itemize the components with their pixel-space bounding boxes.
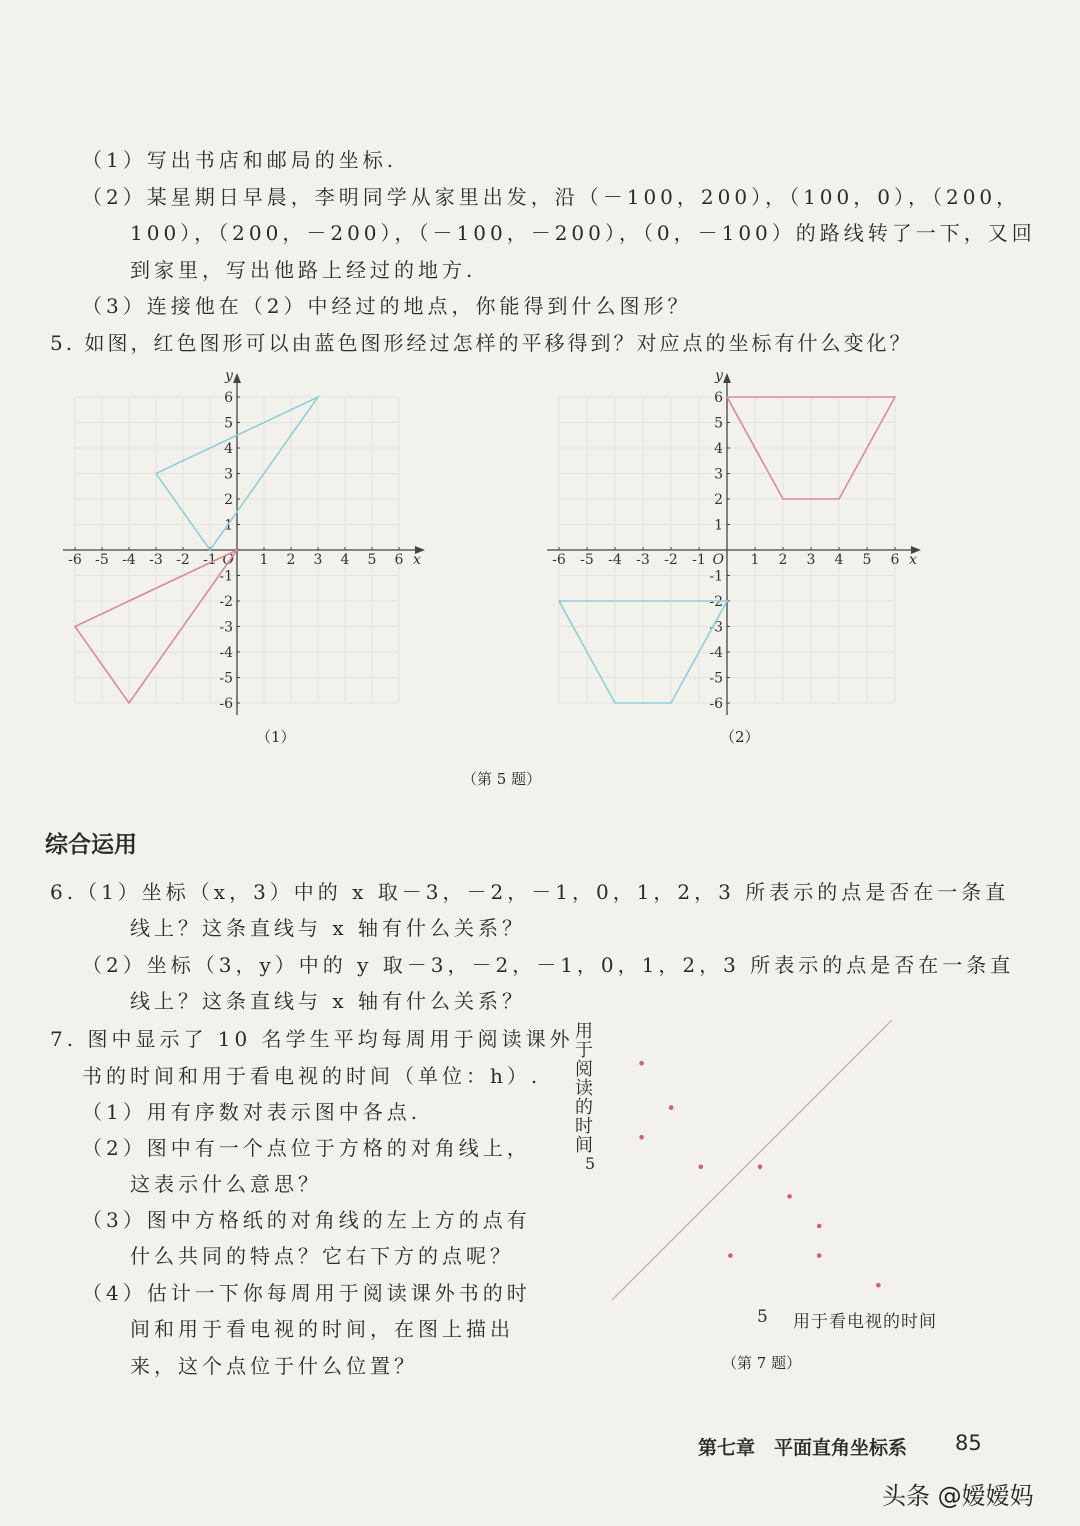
x-tick-label: 3: [313, 552, 323, 568]
y-tick-label: -2: [219, 594, 233, 610]
y-tick-label: -5: [219, 670, 233, 687]
q7-line9: 间和用于看电视的时间，在图上描出: [130, 1317, 514, 1341]
y-tick-label: -3: [709, 619, 723, 636]
y-tick-label: -4: [709, 645, 723, 661]
x-tick-label: -5: [95, 552, 109, 568]
x-tick-label: -1: [692, 552, 706, 568]
y-tick-label: -6: [219, 696, 233, 712]
x-tick-label: -2: [664, 552, 678, 568]
q6-line4: 线上？这条直线与 x 轴有什么关系？: [130, 989, 526, 1013]
data-point: [817, 1253, 822, 1258]
x-tick-label: 1: [259, 552, 269, 568]
x-tick-label: -6: [68, 552, 82, 568]
y-tick-label: 1: [714, 517, 723, 534]
x-tick-label: 1: [750, 552, 760, 568]
q7-line8: （4）估计一下你每周用于阅读课外书的时: [82, 1281, 531, 1305]
q5-graph-1: [55, 362, 465, 722]
q7-line5: 这表示什么意思？: [130, 1172, 322, 1196]
chapter-footer: 第七章 平面直角坐标系: [698, 1437, 908, 1459]
data-point: [728, 1253, 733, 1258]
page-number: 85: [955, 1431, 982, 1455]
q7-line4: （2）图中有一个点位于方格的对角线上，: [82, 1136, 531, 1160]
x-tick-label: 4: [834, 552, 844, 568]
q7-line7: 什么共同的特点？它右下方的点呢？: [130, 1244, 514, 1268]
x-tick-label: -1: [203, 552, 217, 568]
q7-y-axis-label: 用于阅读的时间: [575, 1021, 593, 1156]
q4-part2-line3: 到家里，写出他路上经过的地方.: [130, 258, 477, 282]
data-point: [639, 1061, 644, 1066]
y-tick-label: 1: [224, 517, 233, 534]
q7-caption: （第 7 题）: [722, 1354, 802, 1372]
data-point: [639, 1135, 644, 1140]
q6-line3: （2）坐标（3，y）中的 y 取－3，－2，－1，0，1，2，3 所表示的点是否在一条直: [82, 953, 1015, 977]
q5-graph-2: [545, 362, 945, 722]
y-tick-label: 2: [224, 492, 233, 508]
q7-line6: （3）图中方格纸的对角线的左上方的点有: [82, 1208, 531, 1232]
x-tick-label: 5: [862, 552, 872, 568]
q4-part2-line2: 100），（200，－200），（－100，－200），（0，－100）的路线转了一下，又回: [130, 221, 1036, 245]
y-tick-label: 3: [714, 466, 723, 483]
y-tick-label: -1: [219, 568, 233, 585]
x-tick-label: 3: [806, 552, 816, 568]
x-tick-label: -6: [552, 552, 566, 568]
y-tick-label: 4: [224, 441, 233, 457]
q5-caption: （第 5 题）: [462, 770, 542, 788]
y-tick-label: 3: [224, 466, 233, 483]
y-tick-label: -3: [219, 619, 233, 636]
y-tick-label: 6: [714, 390, 723, 406]
x-tick-label: -3: [149, 552, 163, 568]
data-point: [787, 1194, 792, 1199]
q6-line2: 线上？这条直线与 x 轴有什么关系？: [130, 916, 526, 940]
y-axis-arrow: [723, 373, 731, 383]
q5-subcaption-1: （1）: [256, 728, 296, 746]
q7-x-tick: 5: [757, 1307, 768, 1327]
x-tick-label: 2: [286, 552, 296, 568]
y-tick-label: -4: [219, 645, 233, 661]
watermark: 头条 @嫒嫒妈: [882, 1482, 1034, 1510]
x-tick-label: 6: [890, 552, 900, 568]
y-axis-arrow: [233, 373, 241, 383]
q7-y-tick: 5: [585, 1154, 596, 1173]
x-tick-label: -5: [580, 552, 594, 568]
y-tick-label: 2: [714, 492, 723, 508]
origin-label: O: [712, 552, 724, 568]
q6-line1: 6.（1）坐标（x，3）中的 x 取－3，－2，－1，0，1，2，3 所表示的点是否在一条直: [50, 880, 1010, 904]
x-tick-label: 5: [367, 552, 377, 568]
x-tick-label: -4: [608, 552, 622, 568]
q7-line3: （1）用有序数对表示图中各点.: [82, 1100, 422, 1124]
q7-x-axis-label: 用于看电视的时间: [793, 1312, 937, 1332]
data-point: [699, 1165, 704, 1170]
x-axis-label: x: [413, 552, 421, 568]
q5-subcaption-2: （2）: [720, 728, 760, 746]
y-tick-label: 4: [714, 441, 723, 457]
x-tick-label: -3: [636, 552, 650, 568]
data-point: [817, 1224, 822, 1229]
q4-part2-line1: （2）某星期日早晨，李明同学从家里出发，沿（－100，200），（100，0），（200，: [82, 185, 1021, 209]
data-point: [669, 1105, 674, 1110]
origin-label: O: [222, 552, 234, 568]
q5-text: 5. 如图，红色图形可以由蓝色图形经过怎样的平移得到？对应点的坐标有什么变化？: [50, 331, 913, 355]
y-tick-label: -1: [709, 568, 723, 585]
q4-part3: （3）连接他在（2）中经过的地点，你能得到什么图形？: [82, 294, 692, 318]
x-tick-label: 4: [340, 552, 350, 568]
y-tick-label: 5: [224, 415, 233, 432]
x-tick-label: 2: [778, 552, 788, 568]
y-tick-label: -6: [709, 696, 723, 712]
q7-line2: 书的时间和用于看电视的时间（单位：h）.: [82, 1064, 542, 1088]
data-point: [758, 1165, 763, 1170]
diagonal-line: [612, 1020, 908, 1300]
y-axis-label: y: [225, 368, 233, 384]
section-title: 综合运用: [45, 832, 137, 858]
data-point: [876, 1283, 881, 1288]
y-axis-label: y: [715, 368, 723, 384]
y-tick-label: 6: [224, 390, 233, 406]
q7-line10: 来，这个点位于什么位置？: [130, 1354, 418, 1378]
q4-part1: （1）写出书店和邮局的坐标.: [82, 148, 398, 172]
q7-line1: 7. 图中显示了 10 名学生平均每周用于阅读课外: [50, 1027, 574, 1051]
y-tick-label: -5: [709, 670, 723, 687]
y-tick-label: 5: [714, 415, 723, 432]
x-tick-label: -2: [176, 552, 190, 568]
y-tick-label: -2: [709, 594, 723, 610]
x-tick-label: 6: [394, 552, 404, 568]
x-axis-label: x: [909, 552, 917, 568]
x-tick-label: -4: [122, 552, 136, 568]
q7-scatter-plot: [600, 1020, 920, 1310]
